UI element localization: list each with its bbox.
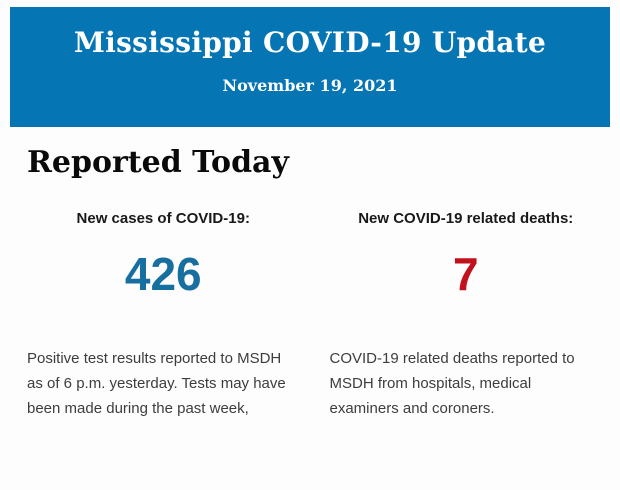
new-cases-description: Positive test results reported to MSDH as of 6 p.m. yesterday. Tests may have been made during the past week, <box>27 350 286 417</box>
section-heading: Reported Today <box>27 145 289 180</box>
stat-new-cases <box>27 210 300 421</box>
stats-row <box>0 210 620 421</box>
banner-date: November 19, 2021 <box>222 76 398 95</box>
new-cases-value: 426 <box>124 248 202 300</box>
stat-new-deaths <box>330 210 603 421</box>
new-deaths-description: COVID-19 related deaths reported to MSDH from hospitals, medical examiners and coroners. <box>329 350 575 417</box>
new-cases-label: New cases of COVID-19: <box>76 210 250 227</box>
new-deaths-label: New COVID-19 related deaths: <box>358 210 574 227</box>
page <box>0 7 620 490</box>
banner-title: Mississippi COVID-19 Update <box>73 26 547 59</box>
new-deaths-value: 7 <box>452 248 479 300</box>
content <box>0 145 620 421</box>
banner <box>10 7 610 127</box>
